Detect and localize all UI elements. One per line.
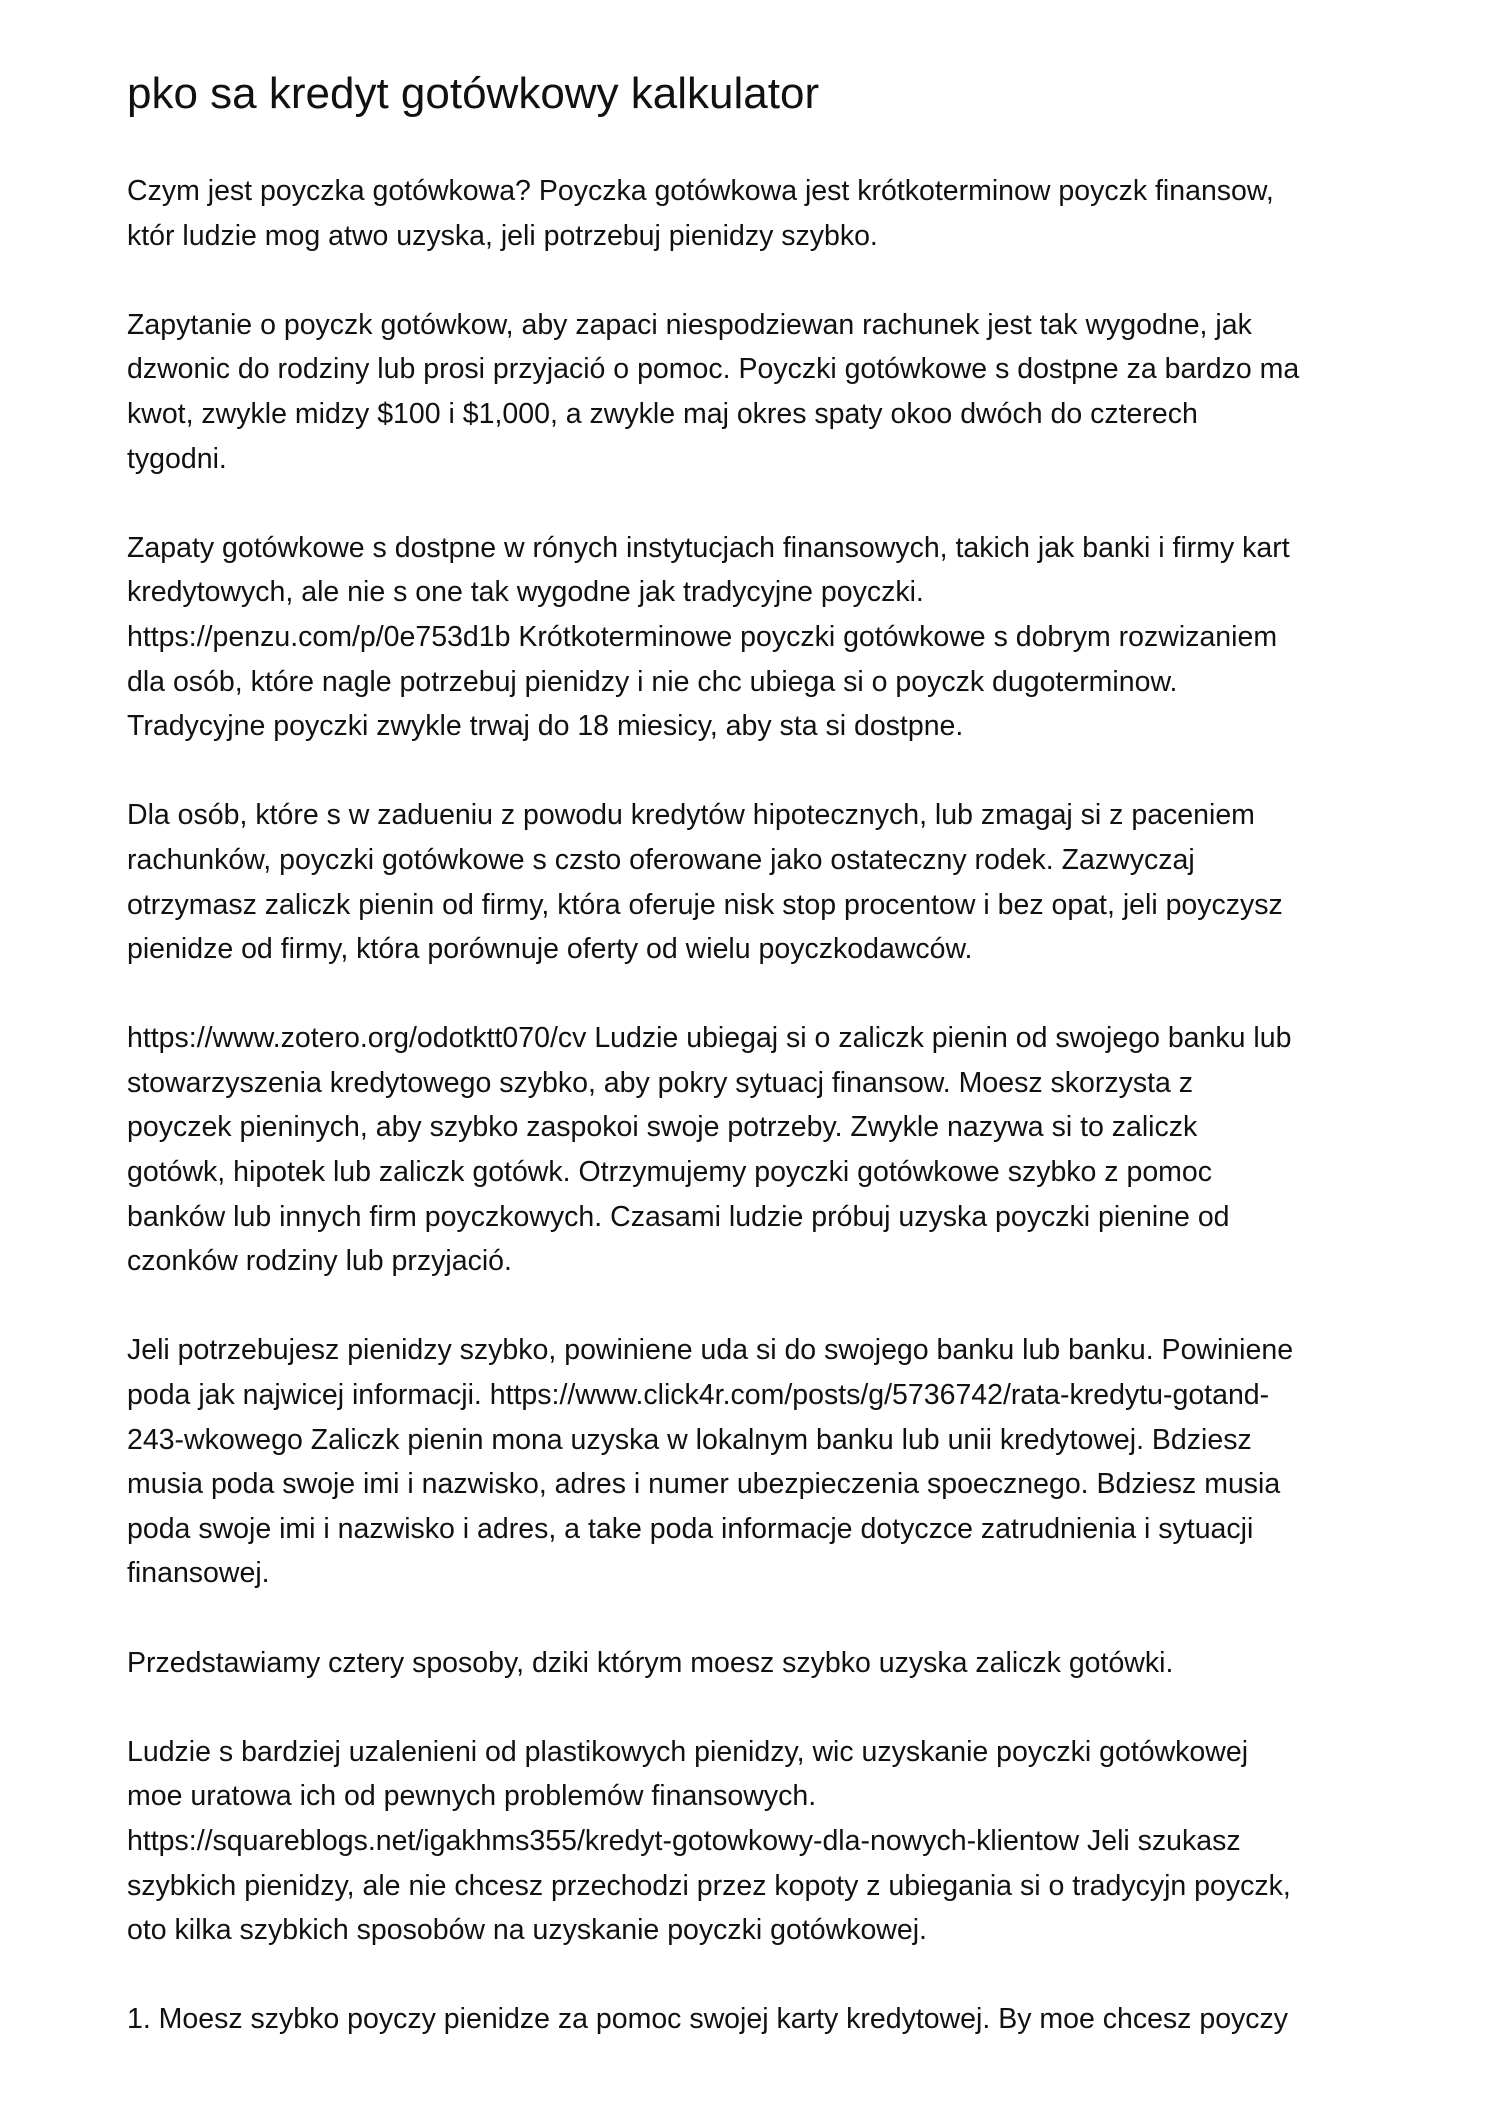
text-line: finansowej.	[127, 1557, 270, 1590]
text-line: musia poda swoje imi i nazwisko, adres i numer ubezpieczenia spoecznego. Bdziesz musia	[127, 1468, 1281, 1501]
text-line: szybkich pienidzy, ale nie chcesz przechodzi przez kopoty z ubiegania si o tradycyjn poyczk,	[127, 1869, 1291, 1902]
text-line: Ludzie s bardziej uzalenieni od plastikowych pienidzy, wic uzyskanie poyczki gotówkowej	[127, 1735, 1249, 1768]
text-line: dzwonic do rodziny lub prosi przyjació o pomoc. Poyczki gotówkowe s dostpne za bardzo ma	[127, 353, 1300, 386]
text-line: Przedstawiamy cztery sposoby, dziki którym moesz szybko uzyska zaliczk gotówki.	[127, 1646, 1174, 1679]
text-line: Dla osób, które s w zadueniu z powodu kredytów hipotecznych, lub zmagaj si z paceniem	[127, 799, 1255, 832]
text-line: Czym jest poyczka gotówkowa? Poyczka gotówkowa jest krótkoterminow poyczk finansow,	[127, 175, 1274, 207]
text-line: Zapaty gotówkowe s dostpne w rónych instytucjach finansowych, takich jak banki i firmy kart	[127, 531, 1290, 564]
text-line: 243-wkowego Zaliczk pienin mona uzyska w lokalnym banku lub unii kredytowej. Bdziesz	[127, 1423, 1252, 1456]
text-line: kwot, zwykle midzy $100 i $1,000, a zwykle maj okres spaty okoo dwóch do czterech	[127, 397, 1198, 430]
text-line: stowarzyszenia kredytowego szybko, aby pokry sytuacj finansow. Moesz skorzysta z	[127, 1066, 1194, 1099]
paragraph	[127, 793, 1427, 971]
text-line: https://penzu.com/p/0e753d1b Krótkoterminowe poyczki gotówkowe s dobrym rozwizaniem	[127, 620, 1278, 653]
paragraph	[127, 1730, 1427, 1953]
paragraph	[127, 1641, 1427, 1686]
text-line: poda jak najwicej informacji. https://www.click4r.com/posts/g/5736742/rata-kredytu-gotand-	[127, 1379, 1270, 1412]
text-line: poda swoje imi i nazwisko i adres, a take poda informacje dotyczce zatrudnienia i sytuacji	[127, 1512, 1254, 1545]
text-line: dla osób, które nagle potrzebuj pienidzy i nie chc ubiega si o poyczk dugoterminow.	[127, 665, 1178, 698]
paragraph	[127, 1016, 1427, 1284]
text-line: oto kilka szybkich sposobów na uzyskanie poyczki gotówkowej.	[127, 1914, 927, 1947]
paragraph	[127, 526, 1427, 749]
text-line: gotówk, hipotek lub zaliczk gotówk. Otrzymujemy poyczki gotówkowe szybko z pomoc	[127, 1156, 1213, 1189]
text-line: https://squareblogs.net/igakhms355/kredyt-gotowkowy-dla-nowych-klientow Jeli szukasz	[127, 1824, 1241, 1857]
text-line: Jeli potrzebujesz pienidzy szybko, powiniene uda si do swojego banku lub banku. Powiniene	[127, 1334, 1294, 1367]
paragraph	[127, 1328, 1427, 1596]
text-line: otrzymasz zaliczk pienin od firmy, która oferuje nisk stop procentow i bez opat, jeli poyczysz	[127, 888, 1283, 921]
paragraph	[127, 1997, 1427, 2042]
text-line: Zapytanie o poyczk gotówkow, aby zapaci niespodziewan rachunek jest tak wygodne, jak	[127, 308, 1252, 341]
text-line: tygodni.	[127, 442, 227, 475]
document-body	[127, 169, 1427, 2087]
text-line: kredytowych, ale nie s one tak wygodne jak tradycyjne poyczki.	[127, 576, 924, 609]
text-line: rachunków, poyczki gotówkowe s czsto oferowane jako ostateczny rodek. Zazwyczaj	[127, 843, 1195, 876]
paragraph	[127, 303, 1427, 481]
page-title: pko sa kredyt gotówkowy kalkulator	[127, 69, 820, 118]
text-line: Tradycyjne poyczki zwykle trwaj do 18 miesicy, aby sta si dostpne.	[127, 710, 964, 743]
text-line: któr ludzie mog atwo uzyska, jeli potrzebuj pienidzy szybko.	[127, 219, 878, 252]
text-line: pienidze od firmy, która porównuje oferty od wielu poyczkodawców.	[127, 933, 973, 966]
text-line: poyczek pieninych, aby szybko zaspokoi swoje potrzeby. Zwykle nazywa si to zaliczk	[127, 1111, 1198, 1144]
text-line: 1. Moesz szybko poyczy pienidze za pomoc swojej karty kredytowej. By moe chcesz poyczy	[127, 2003, 1289, 2036]
text-line: banków lub innych firm poyczkowych. Czasami ludzie próbuj uzyska poyczki pienine od	[127, 1200, 1230, 1233]
text-line: https://www.zotero.org/odotktt070/cv Ludzie ubiegaj si o zaliczk pienin od swojego banku lub	[127, 1022, 1292, 1055]
text-line: czonków rodziny lub przyjació.	[127, 1245, 512, 1278]
paragraph	[127, 169, 1427, 258]
text-line: moe uratowa ich od pewnych problemów finansowych.	[127, 1780, 817, 1813]
